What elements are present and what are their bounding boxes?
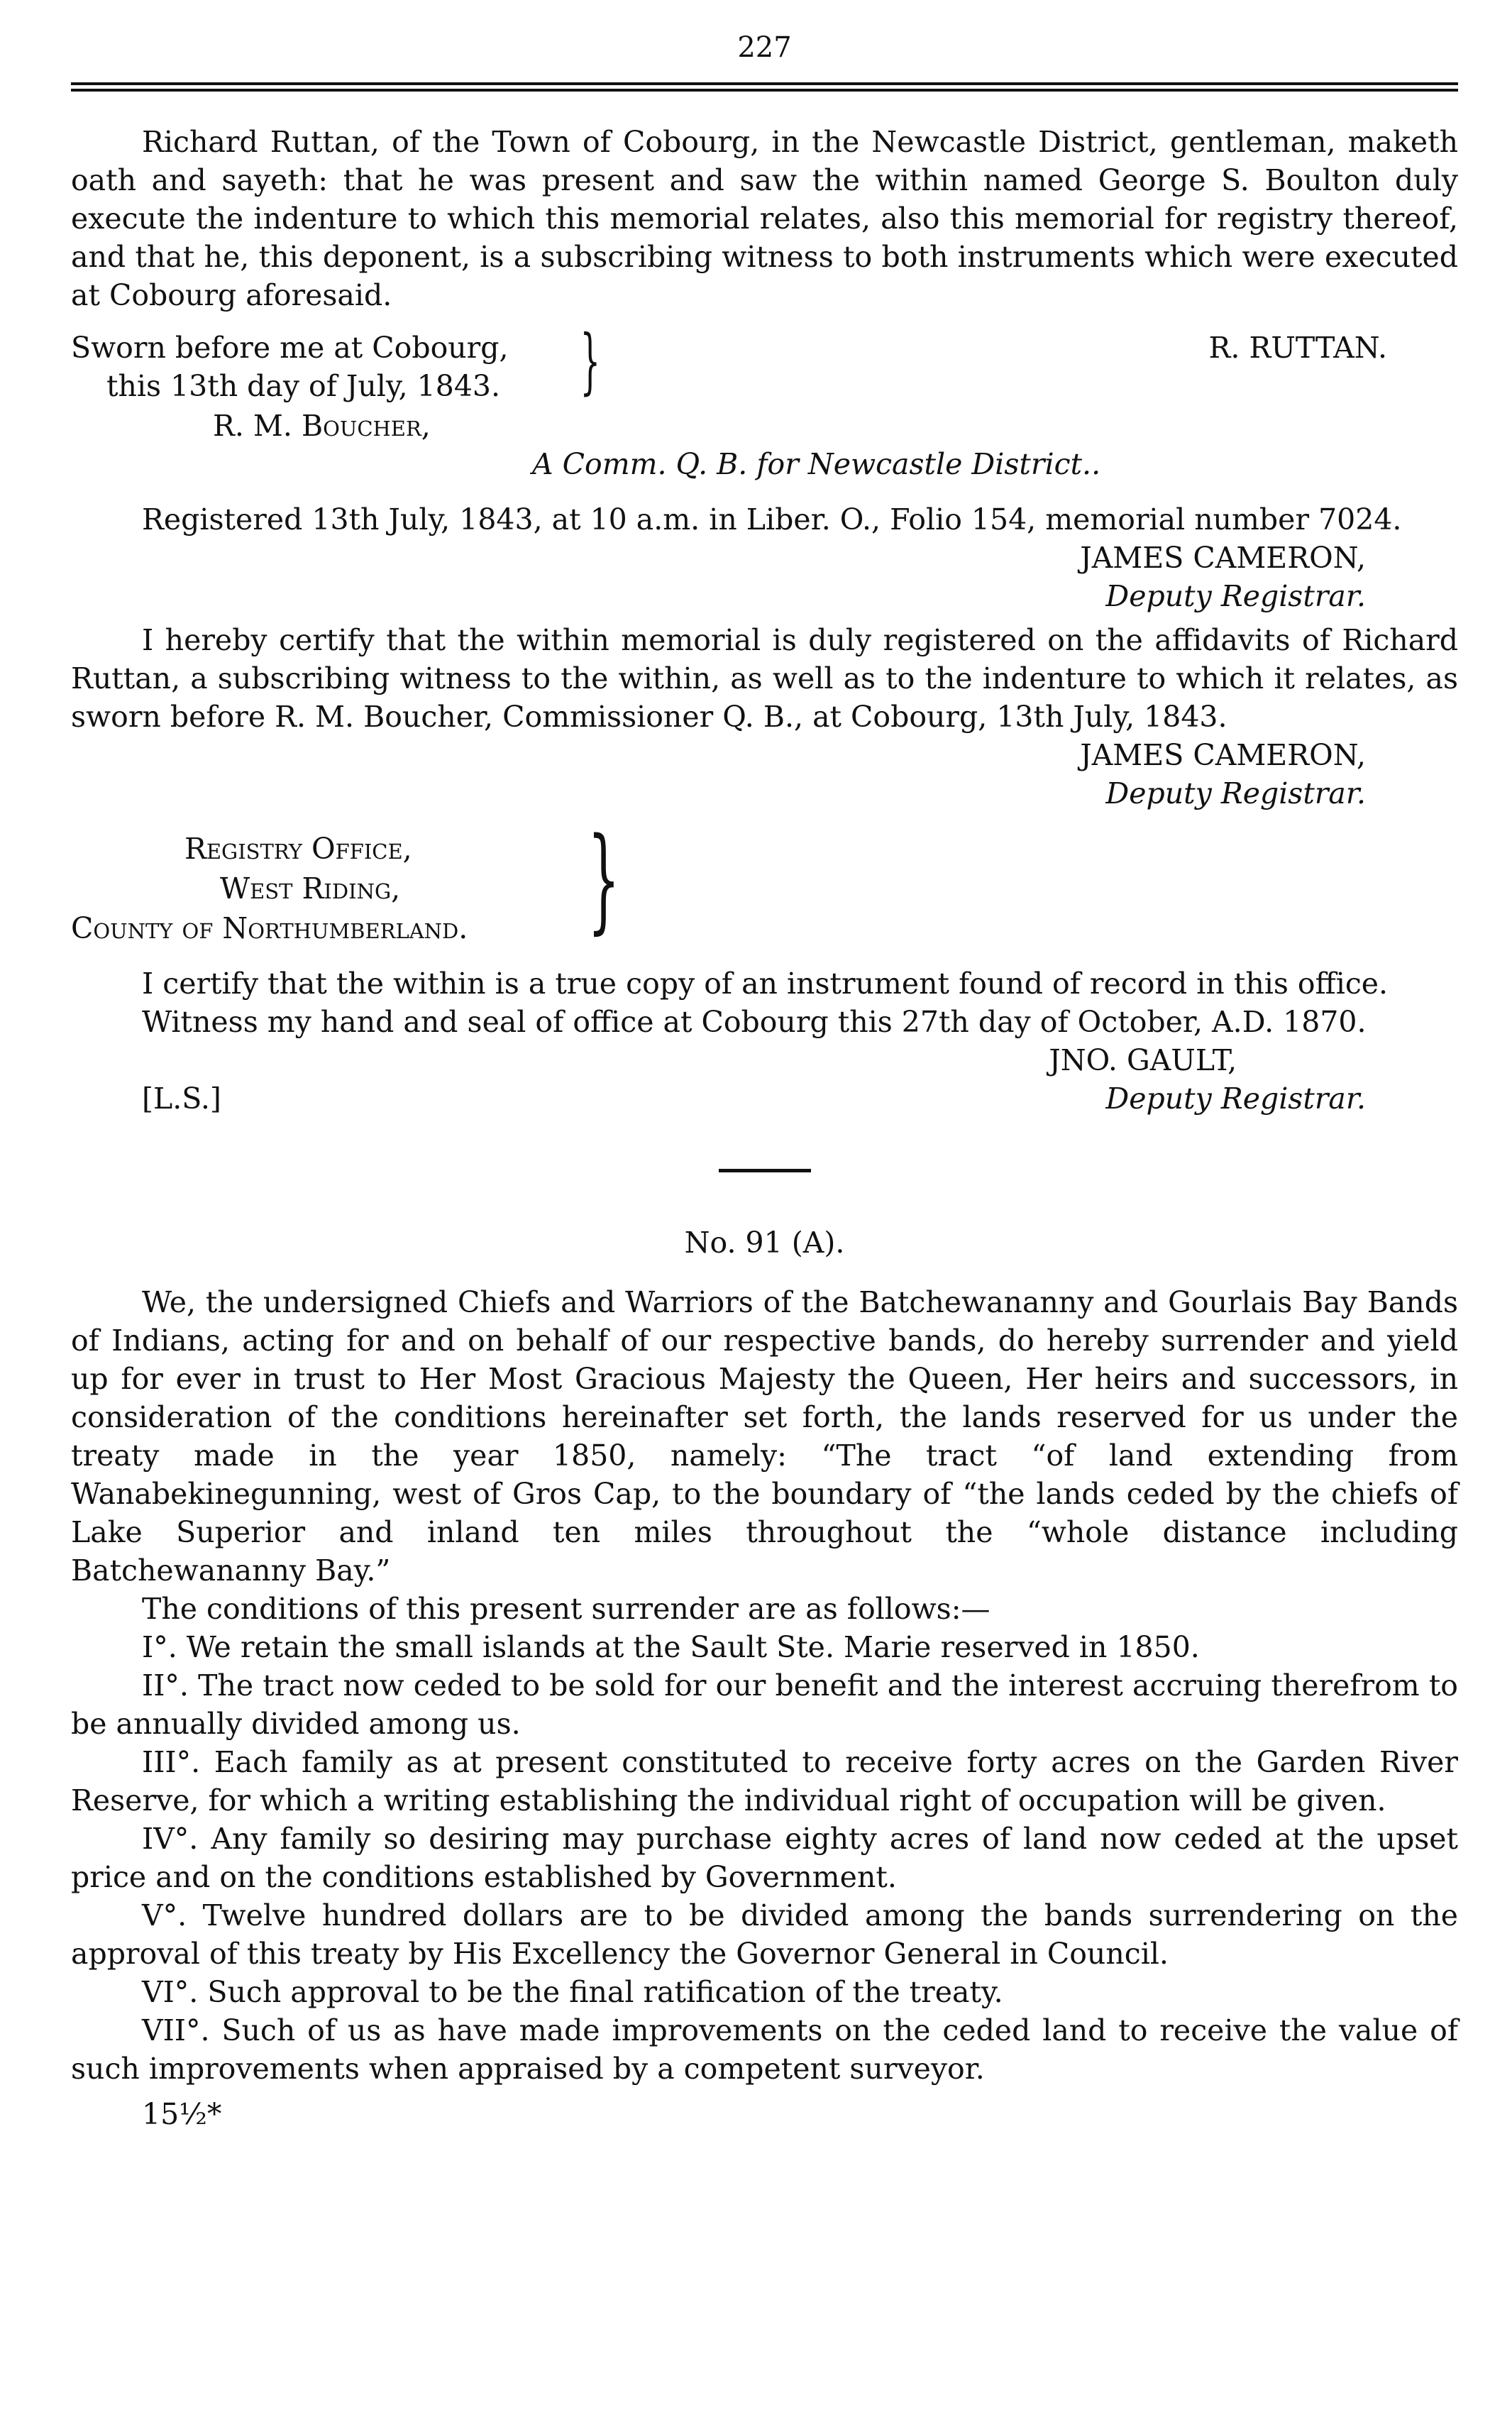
conditions-intro: The conditions of this present surrender are as follows:— xyxy=(142,1592,990,1626)
sworn-line-1: Sworn before me at Cobourg, xyxy=(71,331,509,365)
condition-item: V°. Twelve hundred dollars are to be divided among the bands surrendering on the approval of this treaty by His Excellency the Governor General in Council. xyxy=(71,1898,1458,1971)
document-page xyxy=(71,28,1458,2133)
office-line-2: West Riding, xyxy=(220,871,401,906)
affidavit-paragraph: Richard Ruttan, of the Town of Cobourg, in the Newcastle District, gentleman, maketh oath and sayeth: that he was present and saw the within named George S. Boulton duly execute the indenture to which this memorial relates, also this memorial for registry thereof, and that he, this deponent, is a subscribing witness to both instruments which were executed at Cobourg aforesaid. xyxy=(71,125,1458,312)
condition-item: II°. The tract now ceded to be sold for our benefit and the interest accruing therefrom to be annually divided among us. xyxy=(71,1668,1458,1741)
office-brace-symbol: } xyxy=(587,813,620,945)
seal-mark: [L.S.] xyxy=(142,1082,221,1116)
gault-name: JNO. GAULT, xyxy=(1049,1043,1237,1077)
condition-item: VI°. Such approval to be the final ratification of the treaty. xyxy=(142,1975,1003,2009)
certificate-text: I hereby certify that the within memorial is duly registered on the affidavits of Richard Ruttan, a subscribing witness to the within, as well as to the indenture to which it relates, as sworn before R. M. Boucher, Commissioner Q. B., at Cobourg, 13th July, 1843. xyxy=(71,623,1458,734)
sworn-line-2: this 13th day of July, 1843. xyxy=(106,369,501,403)
condition-item: VII°. Such of us as have made improvements on the ceded land to receive the value of such improvements when appraised by a competent surveyor. xyxy=(71,2013,1458,2086)
registry-office-heading xyxy=(71,813,1458,964)
registrar-name: JAMES CAMERON, xyxy=(1080,541,1366,575)
seal-signature-row xyxy=(71,1041,1458,1119)
treaty-intro: We, the undersigned Chiefs and Warriors of the Batchewananny and Gourlais Bay Bands of Indians, acting for and on behalf of our respective bands, do hereby surrender and yield up for ever in trust to Her Most Gracious Majesty the Queen, Her heirs and successors, in consideration of the conditions hereinafter set forth, the lands reserved for us under the treaty made in the year 1850, namely: “The tract “of land extending from Wanabekinegunning, west of Gros Cap, to the boundary of “the lands ceded by the chiefs of Lake Superior and inland ten miles throughout the “whole distance including Batchewananny Bay.” xyxy=(71,1285,1458,1588)
certificate-signature xyxy=(71,736,1458,813)
commissioner-title: A Comm. Q. B. for Newcastle District.. xyxy=(532,447,1101,481)
page-number: 227 xyxy=(737,31,792,64)
certificate-registrar-title: Deputy Registrar. xyxy=(1105,776,1366,810)
header-rule-top xyxy=(71,82,1458,85)
condition-item: III°. Each family as at present constituted to receive forty acres on the Garden River Reserve, for which a writing establishing the individual right of occupation will be given. xyxy=(71,1745,1458,1817)
office-line-1: Registry Office, xyxy=(184,832,412,866)
condition-item: I°. We retain the small islands at the Sault Ste. Marie reserved in 1850. xyxy=(142,1630,1200,1664)
registrar-title: Deputy Registrar. xyxy=(1105,579,1366,613)
ruttan-signature: R. RUTTAN. xyxy=(1208,331,1387,365)
condition-item: IV°. Any family so desiring may purchase eighty acres of land now ceded at the upset price and on the conditions established by Government. xyxy=(71,1822,1458,1894)
header-rule-bottom xyxy=(71,89,1458,92)
commissioner-name: R. M. Boucher, xyxy=(213,409,431,443)
section-divider xyxy=(719,1169,811,1172)
brace-symbol: } xyxy=(580,319,601,402)
true-copy-text: I certify that the within is a true copy of an instrument found of record in this office. xyxy=(142,967,1389,1001)
treaty-heading: No. 91 (A). xyxy=(684,1226,845,1260)
registration-text: Registered 13th July, 1843, at 10 a.m. in Liber. O., Folio 154, memorial number 7024. xyxy=(142,502,1402,537)
office-line-3: County of Northumberland. xyxy=(71,911,468,945)
signature-mark: 15½* xyxy=(142,2097,222,2131)
witness-text: Witness my hand and seal of office at Cobourg this 27th day of October, A.D. 1870. xyxy=(142,1005,1367,1039)
sworn-block xyxy=(71,319,1458,407)
gault-title: Deputy Registrar. xyxy=(1105,1082,1366,1116)
gault-signature xyxy=(1049,1041,1366,1118)
sworn-text xyxy=(71,329,582,405)
certificate-registrar-name: JAMES CAMERON, xyxy=(1080,738,1366,772)
registration-signature xyxy=(71,539,1458,615)
